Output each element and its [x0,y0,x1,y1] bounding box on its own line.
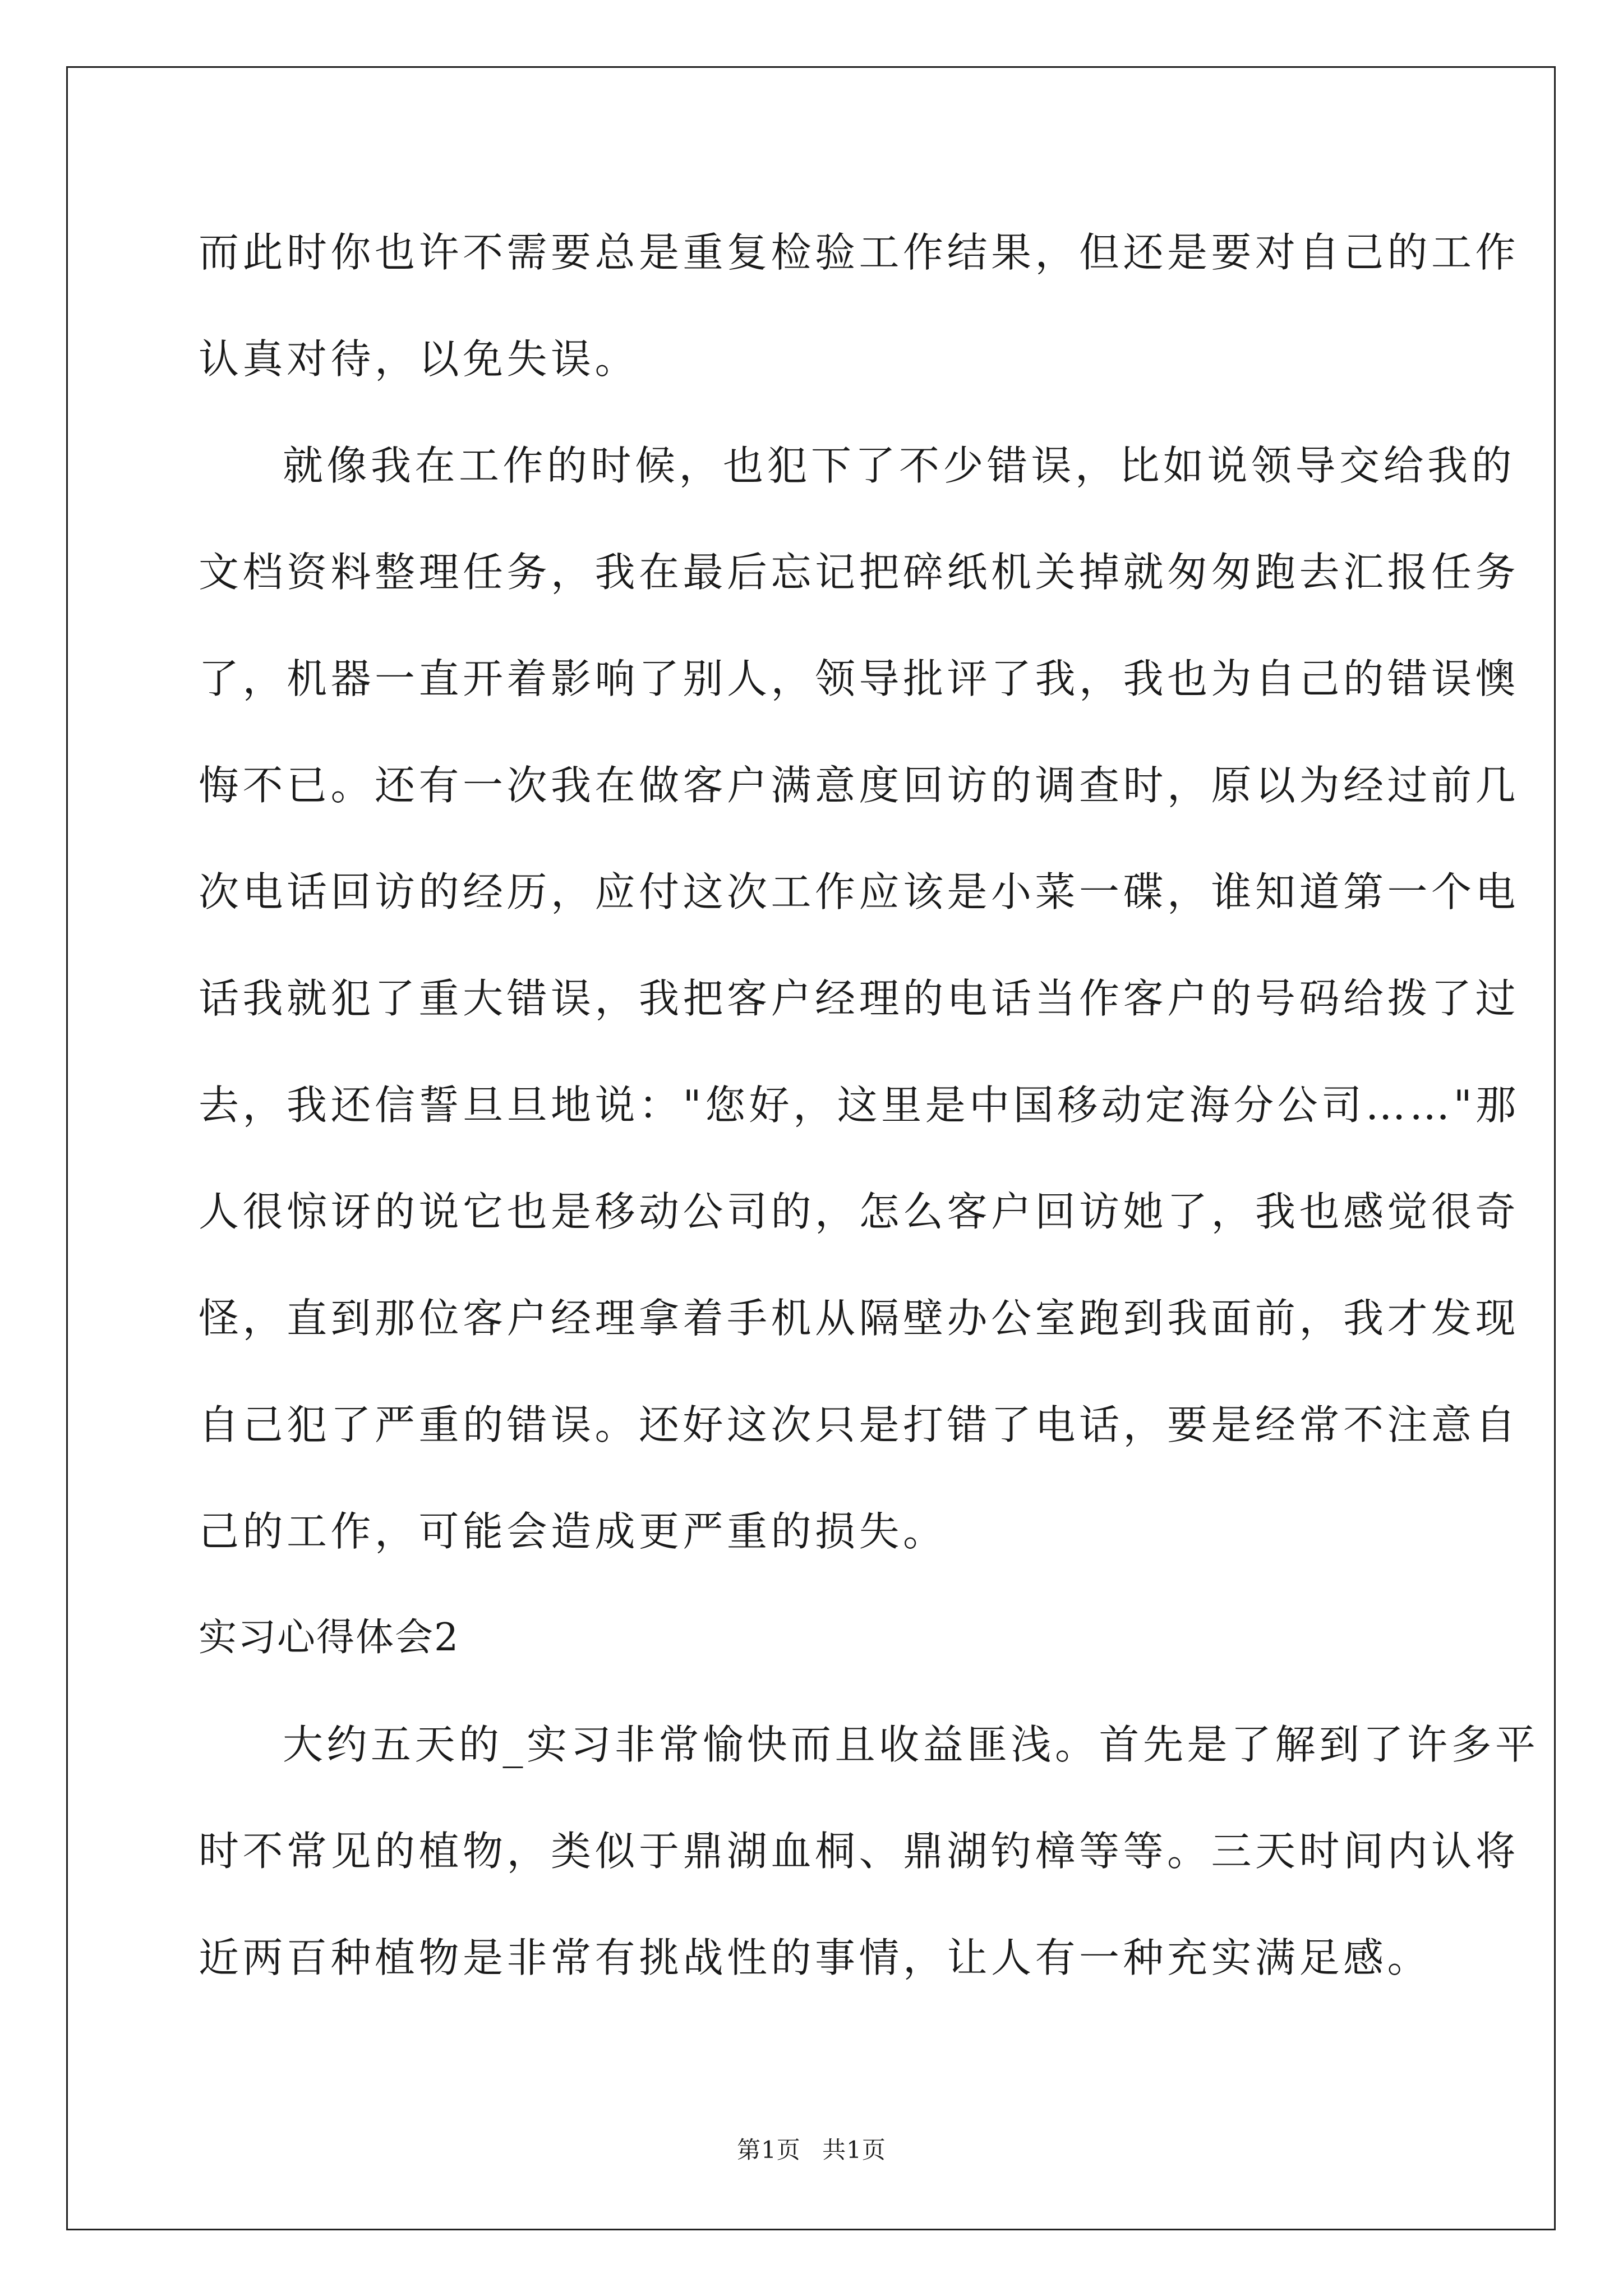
section-heading: 实习心得体会2 [199,1616,460,1660]
text-line: 次电话回访的经历，应付这次工作应该是小菜一碟，谁知道第一个电 [199,868,1520,915]
text-line: 近两百种植物是非常有挑战性的事情，让人有一种充实满足感。 [199,1934,1432,1981]
text-line: 时不常见的植物，类似于鼎湖血桐、鼎湖钓樟等等。三天时间内认将 [199,1828,1520,1875]
text-line: 就像我在工作的时候，也犯下了不少错误，比如说领导交给我的 [283,442,1516,489]
text-line: 了，机器一直开着影响了别人，领导批评了我，我也为自己的错误懊 [199,655,1520,702]
text-line: 文档资料整理任务，我在最后忘记把碎纸机关掉就匆匆跑去汇报任务 [199,549,1520,596]
text-line: 话我就犯了重大错误，我把客户经理的电话当作客户的号码给拨了过 [199,975,1520,1022]
page-footer [0,2132,1623,2165]
document-body [199,210,1539,2022]
text-line: 去，我还信誓旦旦地说："您好，这里是中国移动定海分公司……"那 [199,1082,1520,1129]
text-line: 悔不已。还有一次我在做客户满意度回访的调查时，原以为经过前几 [199,762,1520,809]
text-line: 怪，直到那位客户经理拿着手机从隔壁办公室跑到我面前，我才发现 [199,1295,1520,1342]
text-line: 而此时你也许不需要总是重复检验工作结果，但还是要对自己的工作 [199,229,1520,276]
text-line: 自己犯了严重的错误。还好这次只是打错了电话，要是经常不注意自 [199,1401,1520,1448]
text-line: 己的工作，可能会造成更严重的损失。 [199,1508,947,1555]
page-number: 第1页 [737,2136,801,2164]
text-line: 大约五天的_实习非常愉快而且收益匪浅。首先是了解到了许多平 [283,1721,1539,1768]
text-line: 人很惊讶的说它也是移动公司的，怎么客户回访她了，我也感觉很奇 [199,1188,1520,1235]
page-total: 共1页 [822,2136,886,2164]
text-line: 认真对待，以免失误。 [199,335,639,383]
